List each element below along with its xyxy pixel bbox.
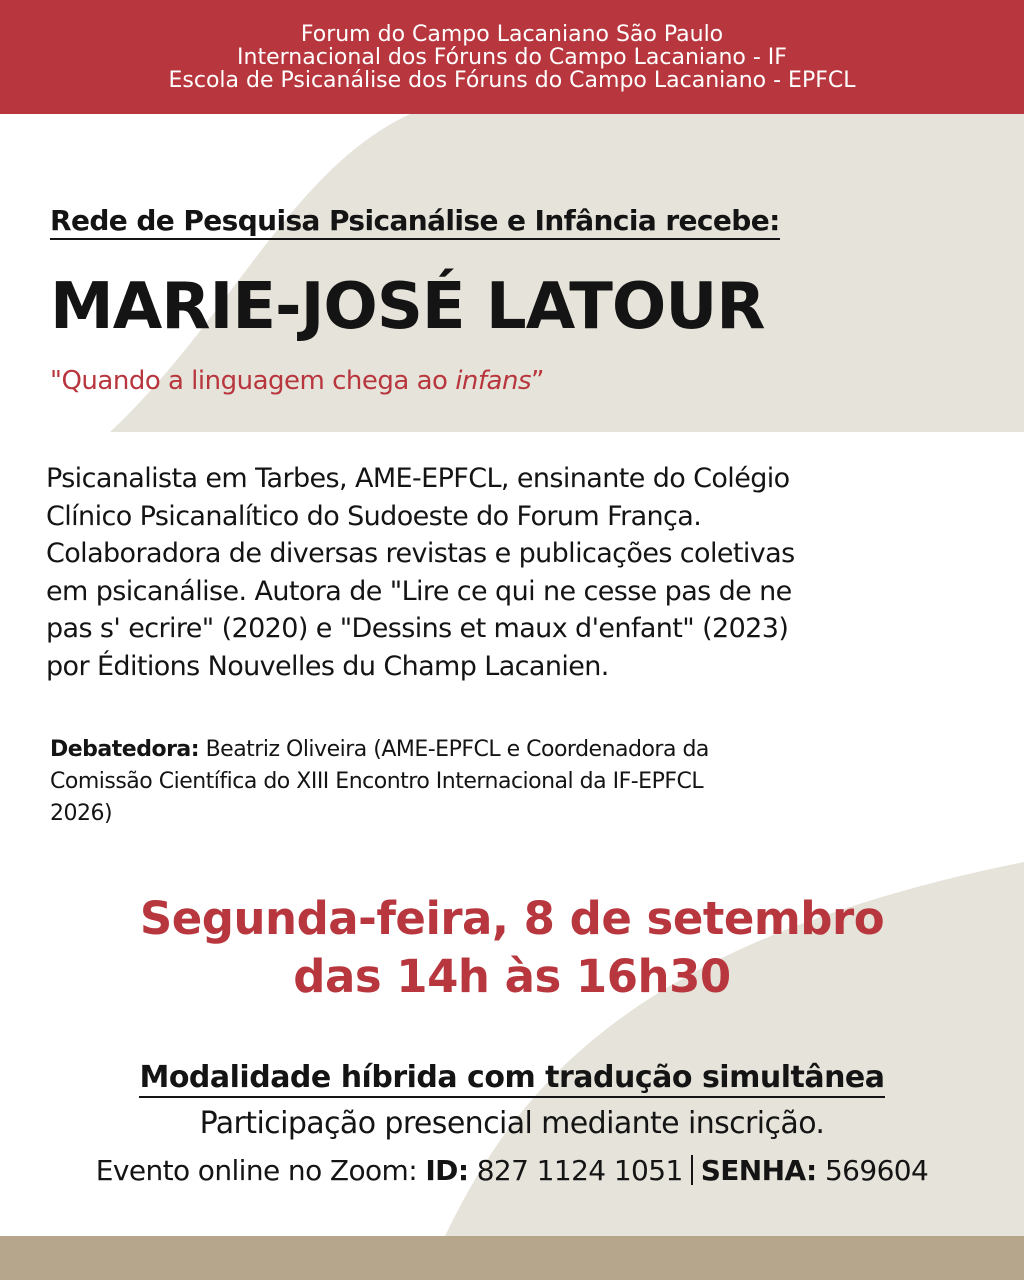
debater-name: Beatriz Oliveira (AME-EPFCL e Coordenadora da — [199, 737, 709, 762]
bio-line: por Éditions Nouvelles du Champ Lacanien. — [46, 650, 609, 682]
footer-bar — [0, 1236, 1024, 1280]
debater-line: Comissão Científica do XIII Encontro Internacional da IF-EPFCL — [50, 769, 704, 794]
speaker-bio — [46, 460, 946, 686]
bio-line: Psicanalista em Tarbes, AME-EPFCL, ensinante do Colégio — [46, 463, 790, 494]
debater-line: 2026) — [50, 801, 113, 826]
bio-line: em psicanálise. Autora de "Lire ce qui ne cesse pas de ne — [46, 575, 792, 607]
zoom-id-value: 827 1124 1051 — [468, 1154, 683, 1187]
lecture-title-suffix: ” — [531, 366, 544, 396]
organization-header — [0, 0, 1024, 114]
zoom-password-label: SENHA: — [700, 1154, 817, 1187]
bio-line: pas s' ecrire" (2020) e "Dessins et maux d'enfant" (2023) — [46, 613, 789, 645]
debater-label: Debatedora: — [50, 737, 200, 762]
header-line-school: Escola de Psicanálise dos Fóruns do Campo Lacaniano - EPFCL — [168, 67, 856, 93]
modality-title: Modalidade híbrida com tradução simultânea — [139, 1060, 884, 1098]
lecture-title-prefix: "Quando a linguagem chega ao — [50, 366, 456, 396]
speaker-name: MARIE-JOSÉ LATOUR — [50, 270, 765, 344]
separator-bar — [691, 1155, 693, 1185]
presencial-note: Participação presencial mediante inscrição. — [199, 1106, 825, 1141]
event-time: das 14h às 16h30 — [293, 950, 731, 1003]
debater-line — [50, 734, 930, 766]
modality-section — [0, 1060, 1024, 1098]
header-line-international: Internacional dos Fóruns do Campo Lacaniano - IF — [237, 44, 787, 70]
zoom-info — [0, 1154, 1024, 1187]
debater-info — [50, 734, 930, 830]
event-schedule — [0, 890, 1024, 1006]
zoom-id-label: ID: — [425, 1154, 469, 1187]
bio-line: Clínico Psicanalítico do Sudoeste do Forum França. — [46, 500, 702, 532]
event-date: Segunda-feira, 8 de setembro — [139, 892, 885, 945]
lecture-title — [50, 366, 544, 396]
zoom-password-value: 569604 — [816, 1154, 929, 1187]
lecture-title-emphasis: infans — [455, 366, 532, 396]
event-subtitle: Rede de Pesquisa Psicanálise e Infância recebe: — [50, 204, 780, 240]
header-line-forum-sp: Forum do Campo Lacaniano São Paulo — [300, 21, 724, 47]
zoom-prefix: Evento online no Zoom: — [95, 1154, 426, 1187]
bio-line: Colaboradora de diversas revistas e publicações coletivas — [46, 538, 795, 570]
